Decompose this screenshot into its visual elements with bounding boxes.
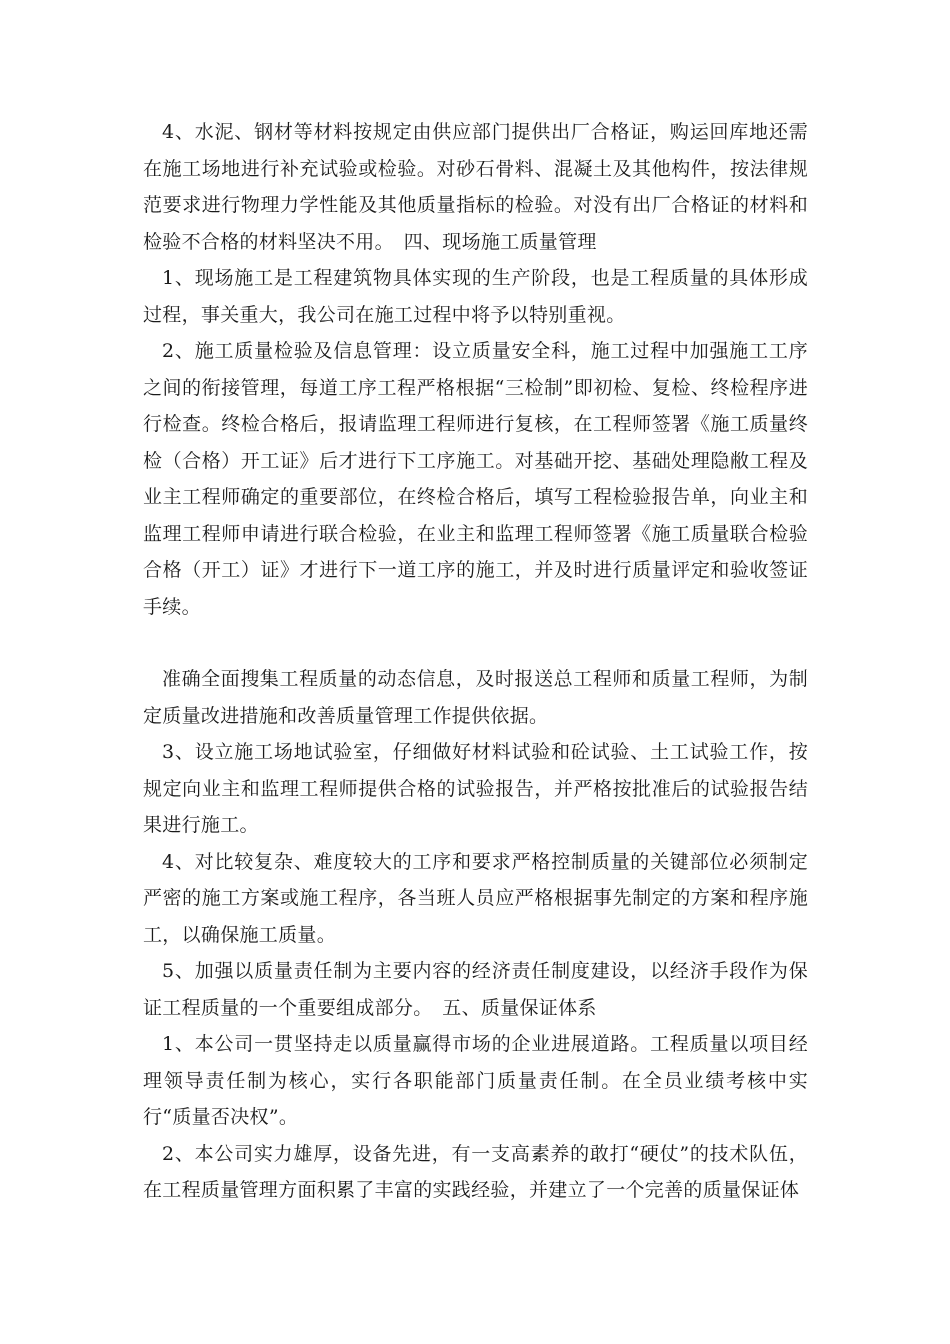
paragraph-gap: [143, 625, 808, 661]
paragraph-site-construction: 1、现场施工是工程建筑物具体实现的生产阶段，也是工程质量的具体形成过程，事关重大，我公司在施工过程中将予以特别重视。: [143, 267, 808, 326]
paragraph-quality-inspection: 2、施工质量检验及信息管理：设立质量安全科，施工过程中加强施工工序之间的衔接管理，每道工序工程严格根据“三检制”即初检、复检、终检程序进行检查。终检合格后，报请监理工程师进行复核，在工程师签署《施工质量终检（合格）开工证》后才进行下工序施工。对基础开挖、基础处理隐敝工程及业主工程师确定的重要部位，在终检合格后，填写工程检验报告单，向业主和监理工程师申请进行联合检验，在业主和监理工程师签署《施工质量联合检验合格（开工）证》才进行下一道工序的施工，并及时进行质量评定和验收签证手续。: [143, 340, 808, 618]
paragraph-key-parts-control: 4、对比较复杂、难度较大的工序和要求严格控制质量的关键部位必须制定严密的施工方案或施工程序，各当班人员应严格根据事先制定的方案和程序施工，以确保施工质量。: [143, 850, 808, 946]
paragraph-quality-information: 准确全面搜集工程质量的动态信息，及时报送总工程师和质量工程师，为制定质量改进措施和改善质量管理工作提供依据。: [143, 668, 808, 727]
paragraph-materials-certificates: 4、水泥、钢材等材料按规定由供应部门提供出厂合格证，购运回库地还需在施工场地进行补充试验或检验。对砂石骨料、混凝土及其他构件，按法律规范要求进行物理力学性能及其他质量指标的检验。对没有出厂合格证的材料和检验不合格的材料坚决不用。 四、现场施工质量管理: [143, 121, 808, 253]
paragraph-quality-first: 1、本公司一贯坚持走以质量赢得市场的企业进展道路。工程质量以项目经理领导责任制为核心，实行各职能部门质量责任制。在全员业绩考核中实行“质量否决权”。: [143, 1033, 808, 1128]
paragraph-responsibility-system: 5、加强以质量责任制为主要内容的经济责任制度建设，以经济手段作为保证工程质量的一个重要组成部分。 五、质量保证体系: [143, 960, 808, 1019]
document-body: [143, 114, 808, 1209]
paragraph-company-strength: 2、本公司实力雄厚，设备先进，有一支高素养的敢打“硬仗”的技术队伍，在工程质量管理方面积累了丰富的实践经验，并建立了一个完善的质量保证体: [143, 1142, 808, 1201]
paragraph-site-laboratory: 3、设立施工场地试验室，仔细做好材料试验和砼试验、土工试验工作，按规定向业主和监理工程师提供合格的试验报告，并严格按批准后的试验报告结果进行施工。: [143, 741, 808, 836]
